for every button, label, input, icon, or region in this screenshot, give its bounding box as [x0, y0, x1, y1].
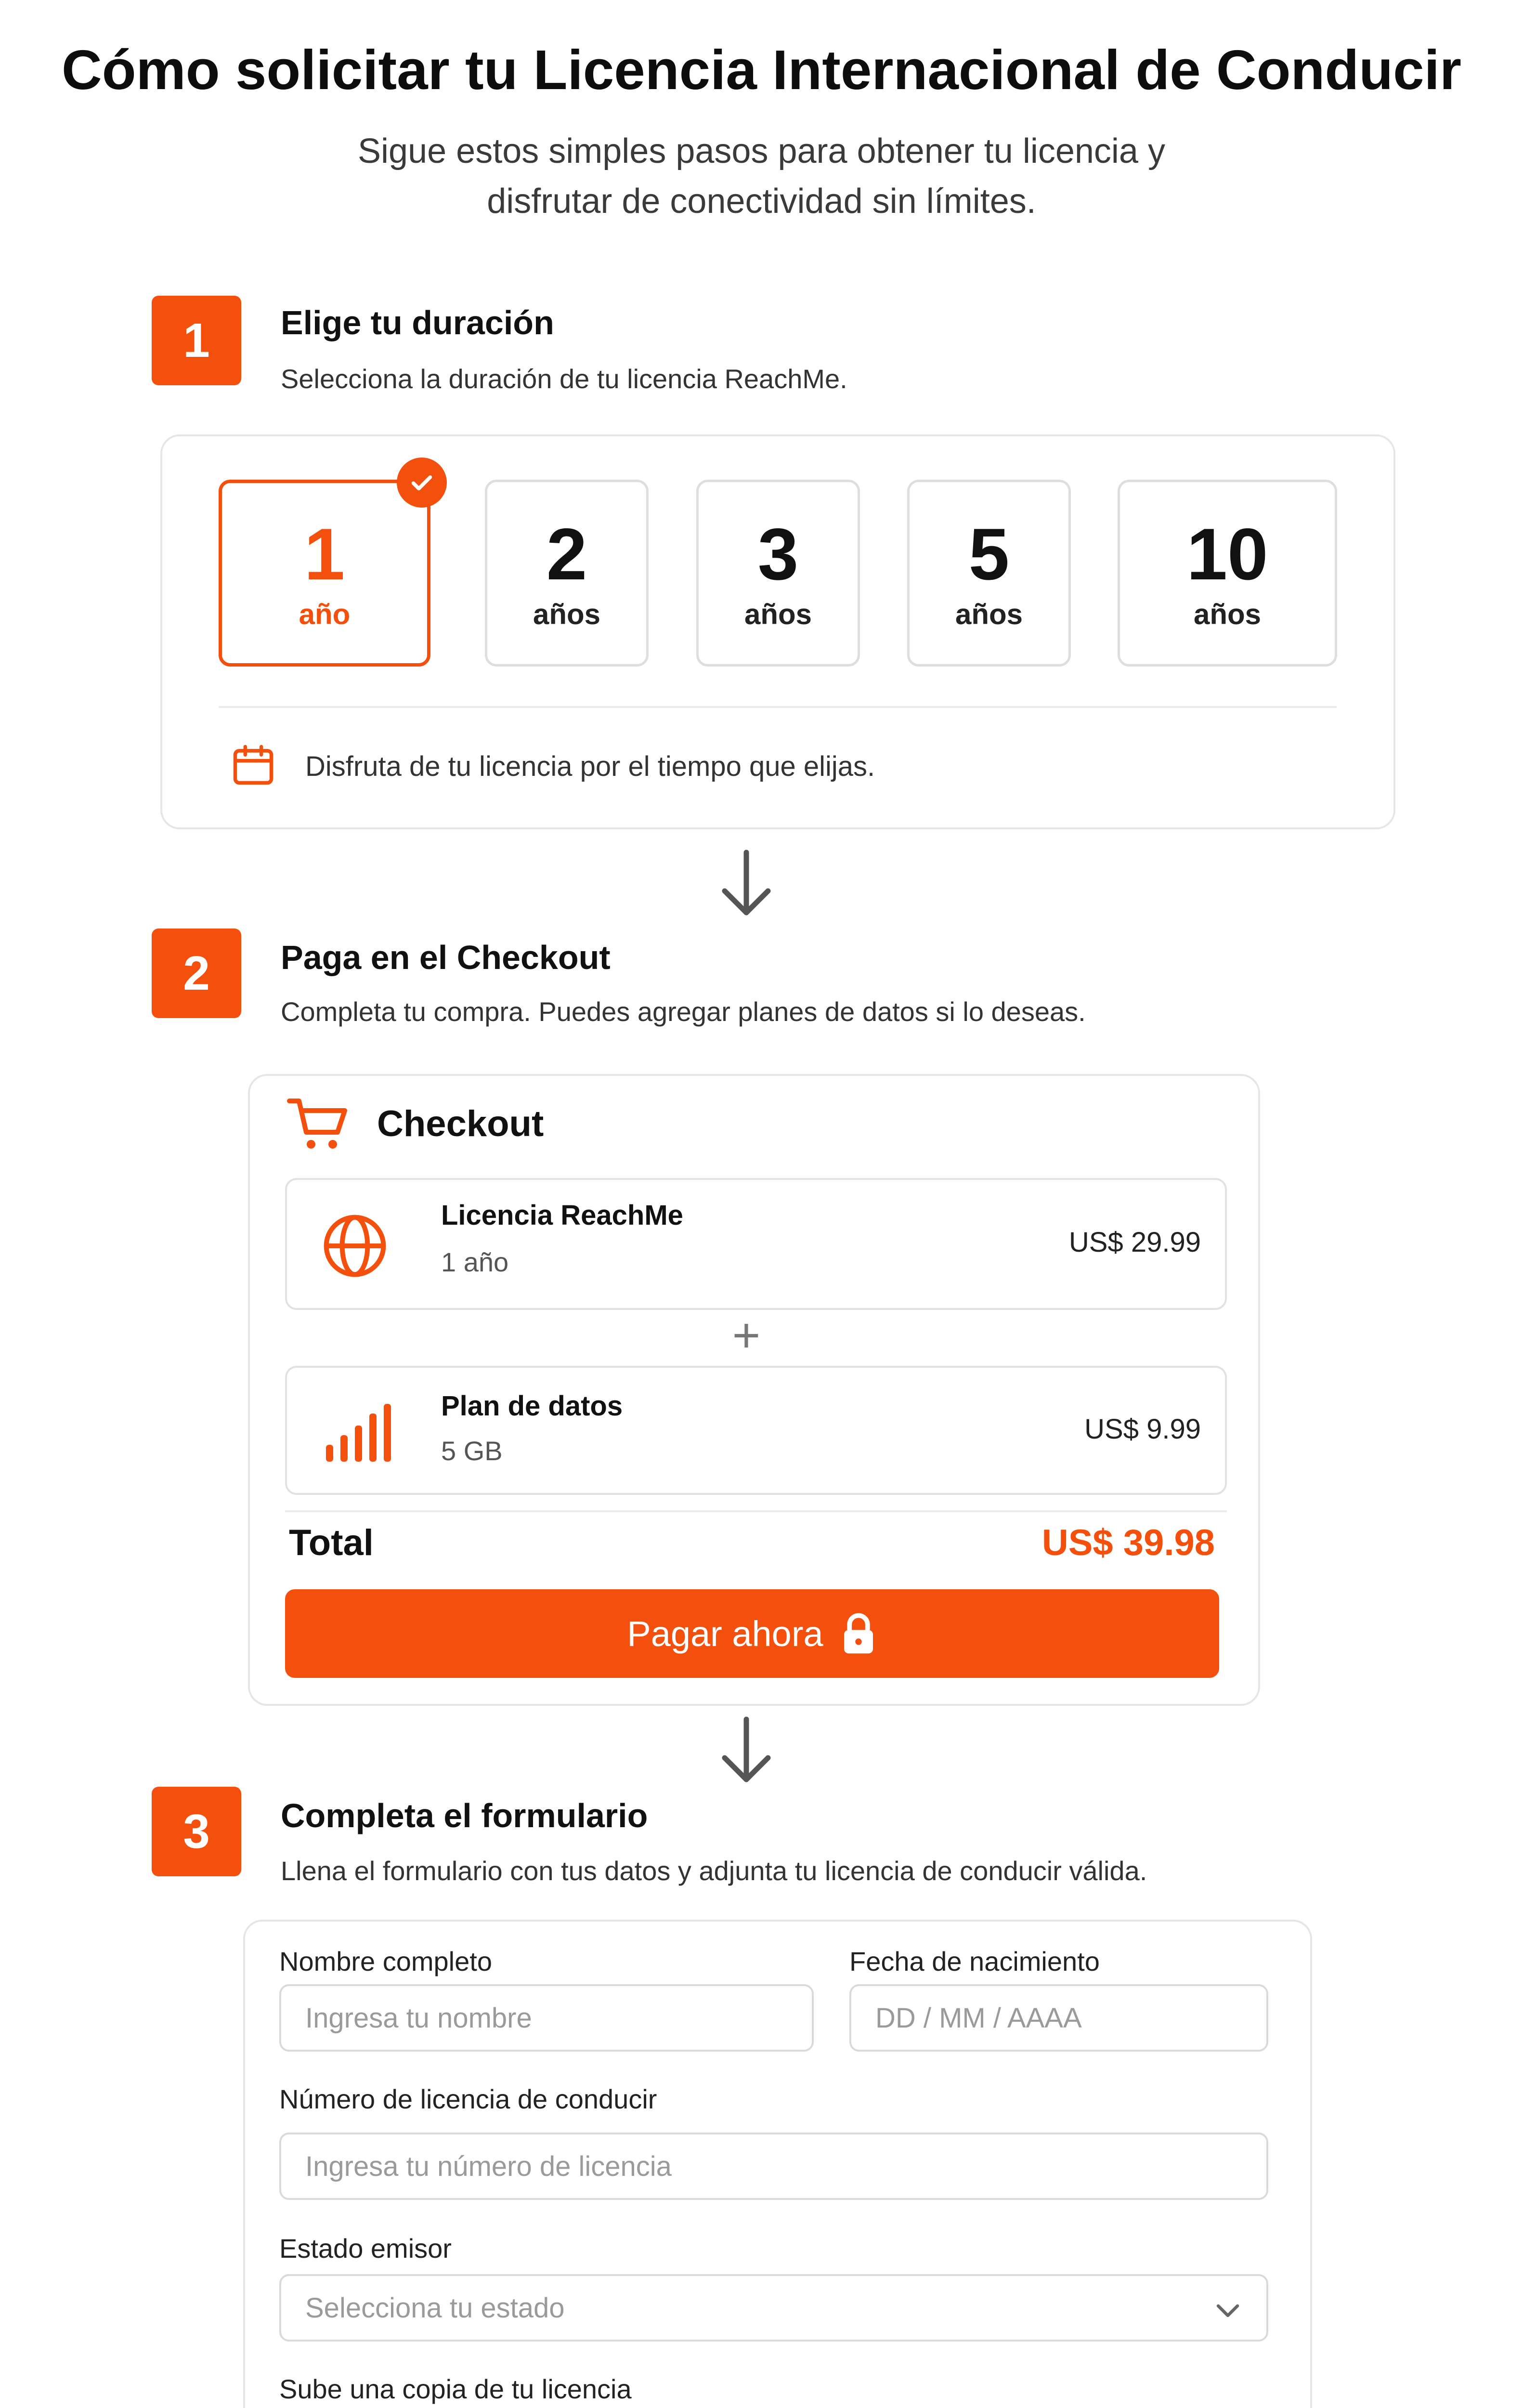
duration-unit: años: [533, 598, 601, 630]
step-3-badge: 3: [152, 1787, 241, 1876]
cart-icon: [287, 1096, 350, 1154]
signal-icon: [324, 1401, 391, 1464]
duration-unit: año: [299, 598, 351, 630]
name-label: Nombre completo: [279, 1946, 492, 1976]
line-item-price: US$ 29.99: [1068, 1227, 1201, 1258]
lock-icon: [840, 1612, 877, 1655]
duration-number: 3: [757, 513, 799, 595]
line-item-data-plan: [285, 1366, 1227, 1495]
duration-option-10[interactable]: [1118, 480, 1337, 667]
state-placeholder: Selecciona tu estado: [305, 2292, 565, 2324]
license-number-placeholder: Ingresa tu número de licencia: [305, 2150, 672, 2182]
arrow-down-icon: [717, 848, 775, 920]
duration-option-5[interactable]: [907, 480, 1071, 667]
line-item-subtitle: 1 año: [441, 1247, 509, 1277]
dob-label: Fecha de nacimiento: [849, 1946, 1100, 1976]
duration-note: Disfruta de tu licencia por el tiempo que elijas.: [305, 751, 875, 782]
step-1-description: Selecciona la duración de tu licencia ReachMe.: [281, 364, 847, 394]
pay-button-label: Pagar ahora: [627, 1613, 823, 1654]
upload-label: Sube una copia de tu licencia: [279, 2374, 632, 2404]
globe-icon: [319, 1210, 391, 1282]
line-item-price: US$ 9.99: [1084, 1413, 1201, 1445]
arrow-down-icon: [717, 1714, 775, 1787]
state-label: Estado emisor: [279, 2233, 452, 2264]
checkout-divider: [285, 1510, 1227, 1512]
duration-unit: años: [744, 598, 812, 630]
state-select[interactable]: [279, 2274, 1268, 2342]
calendar-icon: [229, 741, 277, 789]
total-value: US$ 39.98: [1041, 1522, 1215, 1563]
line-item-subtitle: 5 GB: [441, 1436, 503, 1466]
total-label: Total: [289, 1522, 374, 1563]
duration-number: 2: [546, 513, 587, 595]
step-2-title: Paga en el Checkout: [281, 939, 611, 976]
plus-icon: +: [732, 1309, 761, 1362]
duration-number: 1: [304, 513, 345, 595]
duration-option-1[interactable]: [219, 480, 430, 667]
checkout-title: Checkout: [377, 1103, 544, 1144]
duration-number: 10: [1186, 513, 1268, 595]
name-placeholder: Ingresa tu nombre: [305, 2002, 532, 2034]
step-2-description: Completa tu compra. Puedes agregar planes de datos si lo deseas.: [281, 996, 1086, 1027]
step-3-title: Completa el formulario: [281, 1797, 648, 1834]
step-1-title: Elige tu duración: [281, 304, 554, 341]
line-item-title: Licencia ReachMe: [441, 1200, 683, 1231]
duration-option-2[interactable]: [485, 480, 649, 667]
name-input[interactable]: [279, 1984, 814, 2052]
page-subtitle: [0, 126, 1523, 226]
duration-number: 5: [968, 513, 1010, 595]
pay-now-button[interactable]: [285, 1589, 1219, 1678]
license-number-input[interactable]: [279, 2133, 1268, 2200]
selected-check-icon: [397, 458, 447, 508]
line-item-license: [285, 1178, 1227, 1310]
dob-placeholder: DD / MM / AAAA: [875, 2002, 1082, 2034]
chevron-down-icon: [1213, 2297, 1242, 2329]
license-number-label: Número de licencia de conducir: [279, 2084, 657, 2114]
duration-unit: años: [1193, 598, 1262, 630]
line-item-title: Plan de datos: [441, 1390, 623, 1422]
duration-divider: [219, 706, 1337, 708]
page-title: Cómo solicitar tu Licencia Internacional de Conducir: [62, 39, 1461, 101]
duration-option-3[interactable]: [696, 480, 860, 667]
step-2-badge: 2: [152, 929, 241, 1018]
duration-unit: años: [955, 598, 1023, 630]
step-3-description: Llena el formulario con tus datos y adjunta tu licencia de conducir válida.: [281, 1856, 1147, 1886]
subtitle-line-2: disfrutar de conectividad sin límites.: [487, 182, 1036, 221]
subtitle-line-1: Sigue estos simples pasos para obtener tu licencia y: [358, 132, 1165, 170]
step-1-badge: 1: [152, 296, 241, 385]
dob-input[interactable]: [849, 1984, 1268, 2052]
